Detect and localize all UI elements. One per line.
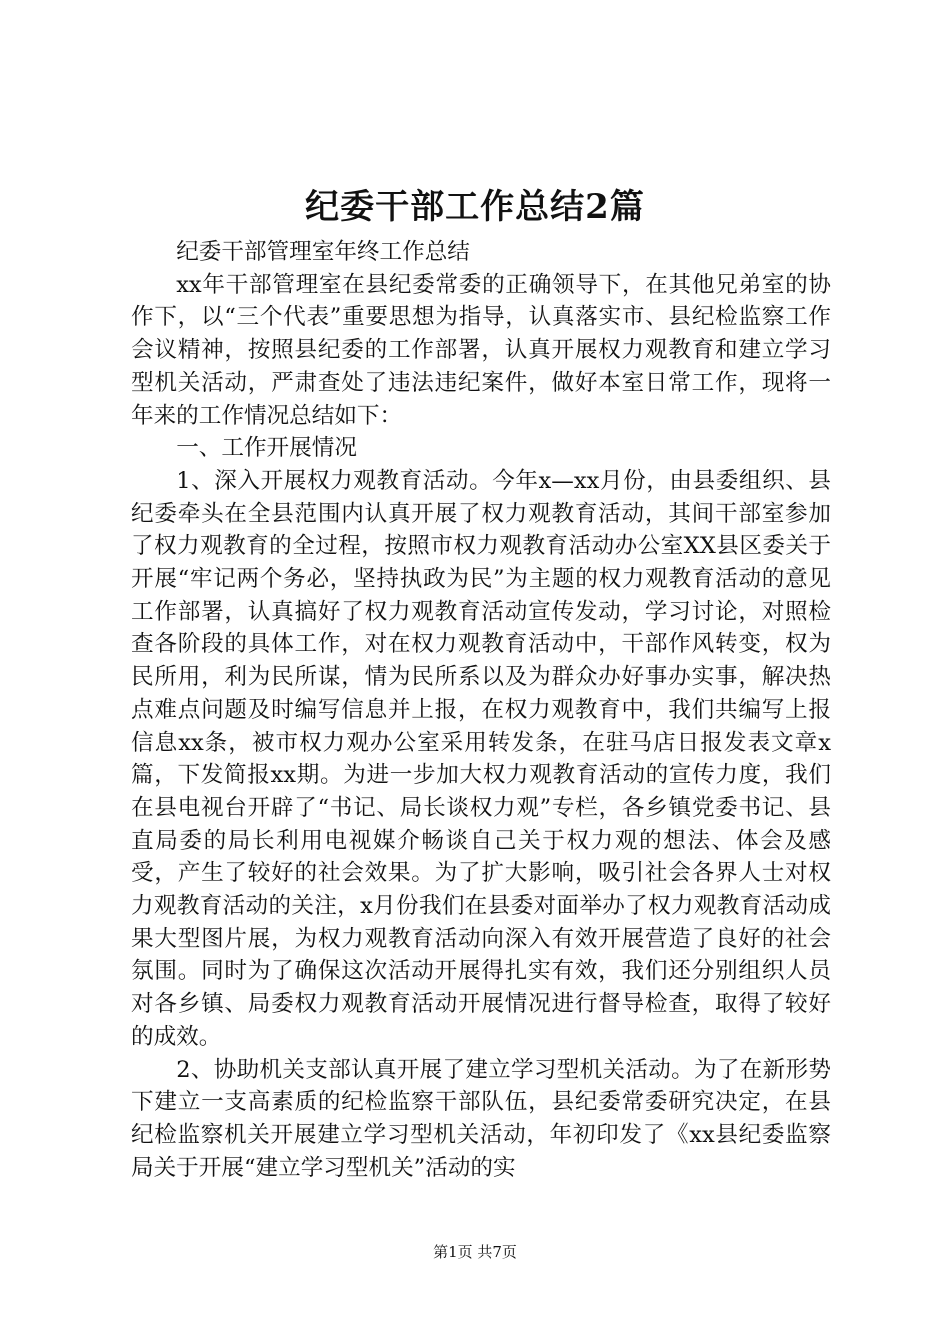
paragraph-item-1: 1、深入开展权力观教育活动。今年x—xx月份，由县委组织、县纪委牵头在全县范围内认真开展了权力观教育活动，其间干部室参加了权力观教育的全过程，按照市权力观教育活动办公室XX县区委关于开展“牢记两个务必，坚持执政为民”为主题的权力观教育活动的意见工作部署，认真搞好了权力观教育活动宣传发动，学习讨论，对照检查各阶段的具体工作，对在权力观教育活动中，干部作风转变，权为民所用，利为民所谋，情为民所系以及为群众办好事办实事，解决热点难点问题及时编写信息并上报，在权力观教育中，我们共编写上报信息xx条，被市权力观办公室采用转发条，在驻马店日报发表文章x篇，下发简报xx期。为进一步加大权力观教育活动的宣传力度，我们在县电视台开辟了“书记、局长谈权力观”专栏，各乡镇党委书记、县直局委的局长利用电视媒介畅谈自己关于权力观的想法、体会及感受，产生了较好的社会效果。为了扩大影响，吸引社会各界人士对权力观教育活动的关注，x月份我们在县委对面举办了权力观教育活动成果大型图片展，为权力观教育活动向深入有效开展营造了良好的社会氛围。同时为了确保这次活动开展得扎实有效，我们还分别组织人员对各乡镇、局委权力观教育活动开展情况进行督导检查，取得了较好的成效。: [131, 467, 831, 1050]
paragraph-item-2: 2、协助机关支部认真开展了建立学习型机关活动。为了在新形势下建立一支高素质的纪检监察干部队伍，县纪委常委研究决定，在县纪检监察机关开展建立学习型机关活动，年初印发了《xx县纪委监察局关于开展“建立学习型机关”活动的实: [131, 1056, 831, 1181]
paragraph-intro: xx年干部管理室在县纪委常委的正确领导下，在其他兄弟室的协作下，以“三个代表”重要思想为指导，认真落实市、县纪检监察工作会议精神，按照县纪委的工作部署，认真开展权力观教育和建立学习型机关活动，严肃查处了违法违纪案件，做好本室日常工作，现将一年来的工作情况总结如下：: [131, 271, 831, 429]
paragraph-subtitle: 纪委干部管理室年终工作总结: [176, 239, 470, 265]
page-number: 第1页 共7页: [433, 1243, 517, 1261]
section-heading: 一、工作开展情况: [176, 435, 357, 462]
document-title: 纪委干部工作总结2篇: [305, 187, 645, 227]
document-body: [131, 236, 831, 1184]
